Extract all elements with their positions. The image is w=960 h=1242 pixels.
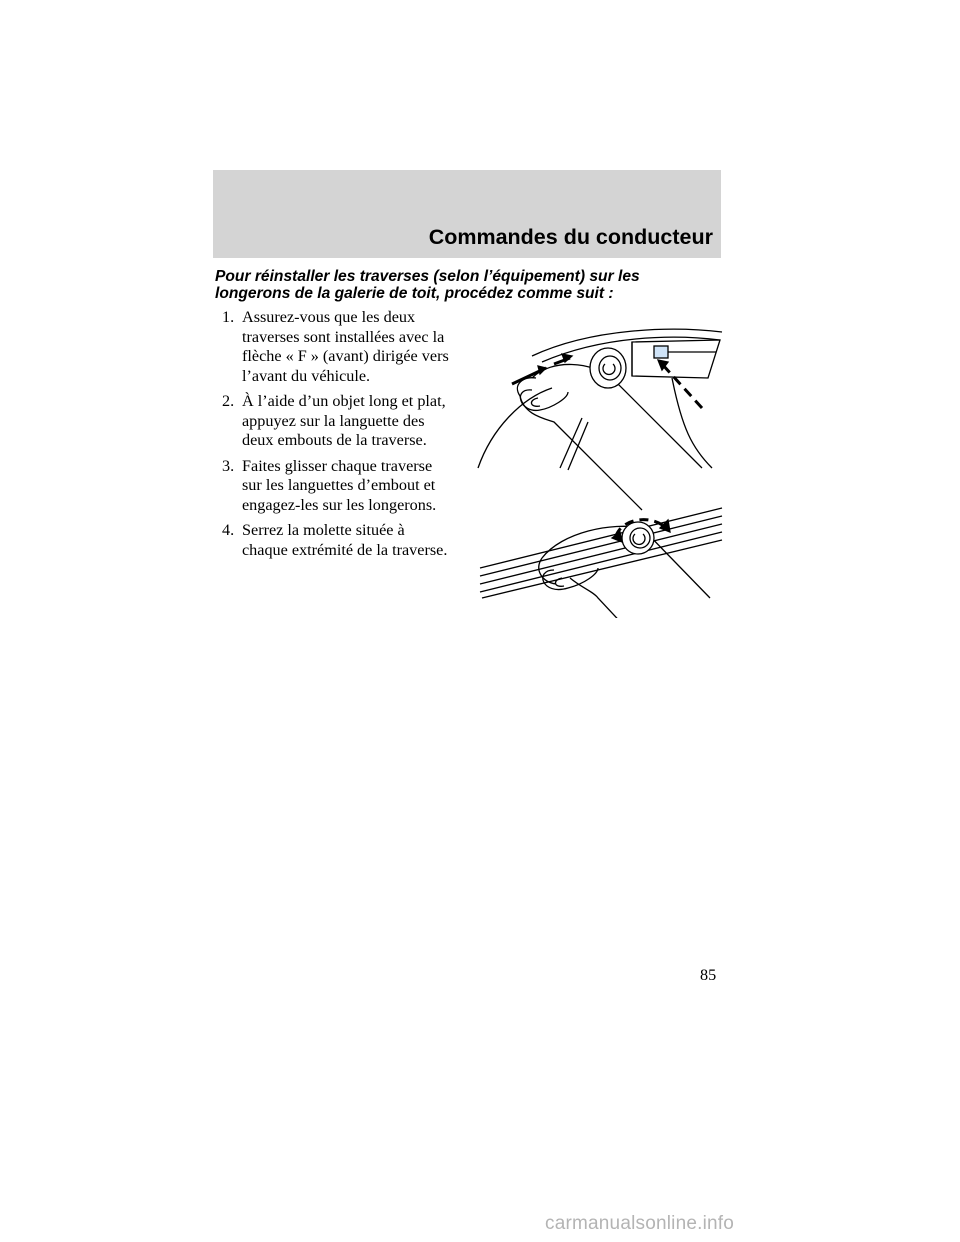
step-line: Assurez-vous que les deux xyxy=(242,308,416,326)
step-line: traverses sont installées avec la xyxy=(242,327,445,346)
crossbar-illustration xyxy=(472,318,732,618)
step-line: À l’aide d’un objet long et plat, xyxy=(242,392,446,410)
crossbar-knob-tighten-illustration xyxy=(480,508,722,618)
step-line: l’avant du véhicule. xyxy=(242,366,371,385)
section-title: Commandes du conducteur xyxy=(428,225,713,249)
step-line: Serrez la molette située à xyxy=(242,521,405,539)
intro-paragraph xyxy=(215,268,735,302)
step-number: 3. xyxy=(222,456,235,475)
steps-list xyxy=(222,308,472,566)
step-line: chaque extrémité de la traverse. xyxy=(242,540,448,559)
step-number: 1. xyxy=(222,308,235,326)
step-item xyxy=(222,521,472,560)
step-line: sur les languettes d’embout et xyxy=(242,476,436,494)
step-number: 2. xyxy=(222,392,235,410)
watermark-text: carmanualsonline.info xyxy=(545,1213,735,1234)
step-number: 4. xyxy=(222,521,235,539)
crossbar-end-tab-illustration xyxy=(478,329,722,510)
step-line: flèche « F » (avant) dirigée vers xyxy=(242,347,449,365)
step-line: deux embouts de la traverse. xyxy=(242,431,427,449)
step-line: appuyez sur la languette des xyxy=(242,411,425,430)
step-item xyxy=(222,308,472,386)
page-number: 85 xyxy=(700,966,717,984)
section-header-band xyxy=(213,170,721,258)
step-line: engagez-les sur les longerons. xyxy=(242,495,437,514)
intro-line-2: longerons de la galerie de toit, procédez comme suit : xyxy=(215,285,614,302)
step-item xyxy=(222,457,472,516)
step-line: Faites glisser chaque traverse xyxy=(242,456,433,475)
step-item xyxy=(222,392,472,451)
intro-line-1: Pour réinstaller les traverses (selon l’équipement) sur les xyxy=(215,268,640,285)
